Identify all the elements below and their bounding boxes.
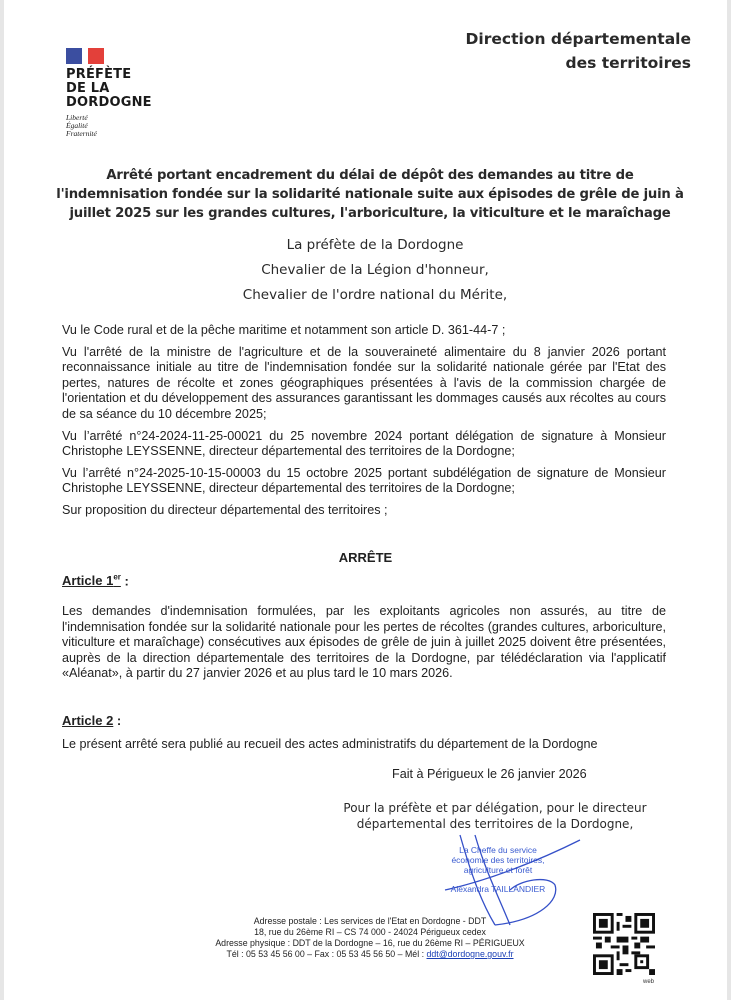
visa-item: Vu le Code rural et de la pêche maritime et notamment son article D. 361-44-7 ; (62, 323, 506, 337)
arrete-heading: ARRÊTE (338, 550, 393, 565)
article-1-heading: Article 1er : (62, 573, 129, 589)
handwritten-signature-icon (420, 830, 590, 930)
logo-text: PRÉFÈTE DE LA DORDOGNE (66, 67, 152, 110)
visas (62, 323, 666, 525)
signature-stamp: La Cheffe du service économie des territoires, agriculture et forêt Alexandra TAILLANDIER (418, 845, 578, 894)
article-2-text: Le présent arrêté sera publié au recueil des actes administratifs du département de la Dordogne (62, 737, 598, 751)
visa-item: Sur proposition du directeur départemental des territoires ; (62, 502, 388, 517)
page-edge-right (727, 0, 731, 1000)
visa-item: Vu l’arrêté n°24-2025-10-15-00003 du 15 octobre 2025 portant subdélégation de signature de Monsieur Christophe LEYSSENNE, directeur départemental des territoires de la Dordogne; (62, 465, 666, 496)
article-1-text: Les demandes d'indemnisation formulées, par les exploitants agricoles non assurés, au titre de l'indemnisation fondée sur la solidarité nationale pour les pertes de récoltes (grandes cultures, arboriculture, viticulture et maraîchage) consécutives aux épisodes de grêle de juin à juillet 2025 doivent être présentées, auprès de la direction départementale des territoires de la Dordogne, par télédéclaration via l'applicatif «Aléanat», à partir du 27 janvier 2026 et au plus tard le 10 mars 2026. (62, 604, 666, 681)
qr-code-icon[interactable] (593, 913, 655, 975)
french-flag-icon (66, 48, 104, 64)
visa-item: Vu l’arrêté n°24-2024-11-25-00021 du 25 novembre 2024 portant délégation de signature à Monsieur Christophe LEYSSENNE, directeur départemental des territoires de la Dordogne; (62, 428, 666, 459)
page-edge-left (0, 0, 4, 1000)
qr-label: web (643, 979, 655, 985)
prefet-block: La préfète de la Dordogne Chevalier de la Légion d'honneur, Chevalier de l'ordre national du Mérite, (242, 237, 508, 303)
document-title: Arrêté portant encadrement du délai de dépôt des demandes au titre de l'indemnisation fondée sur la solidarité nationale suite aux épisodes de grêle de juin à juillet 2025 sur les grandes cultures, l'arboriculture, la viticulture et le maraîchage (56, 168, 684, 221)
signatory-name: Alexandra TAILLANDIER (450, 884, 546, 894)
place-date: Fait à Périgueux le 26 janvier 2026 (392, 767, 587, 781)
motto: Liberté Égalité Fraternité (66, 113, 97, 138)
email-link[interactable]: ddt@dordogne.gouv.fr (426, 949, 514, 959)
delegation-block: Pour la préfète et par délégation, pour le directeur départemental des territoires de la Dordogne, (343, 801, 647, 831)
article-2-heading: Article 2 : (62, 713, 122, 728)
issuing-direction: Direction départementale des territoires (465, 30, 691, 72)
visa-item: Vu l'arrêté de la ministre de l'agriculture et de la souveraineté alimentaire du 8 janvier 2026 portant reconnaissance initiale au titre de l'indemnisation fondée sur la solidarité nationale gérée par l'Etat des pertes, natures de récolte et zones géographiques présentées à l'avis de la commission chargée de l'orientation et du développement des assurances garantissant les dommages causés aux récoltes au cours de sa séance du 10 décembre 2025; (62, 344, 666, 421)
prefecture-logo (66, 48, 152, 138)
footer-address: Adresse postale : Les services de l'Etat en Dordogne - DDT 18, rue du 26ème RI – CS 74 000 - 24024 Périgueux cedex Adresse physique : DDT de la Dordogne – 16, rue du 26ème RI – PÉRIGUEUX Tél : 05 53 45 56 00 – Fax : 05 53 45 56 50 – Mél : ddt@dordogne.gouv.fr (215, 916, 525, 959)
